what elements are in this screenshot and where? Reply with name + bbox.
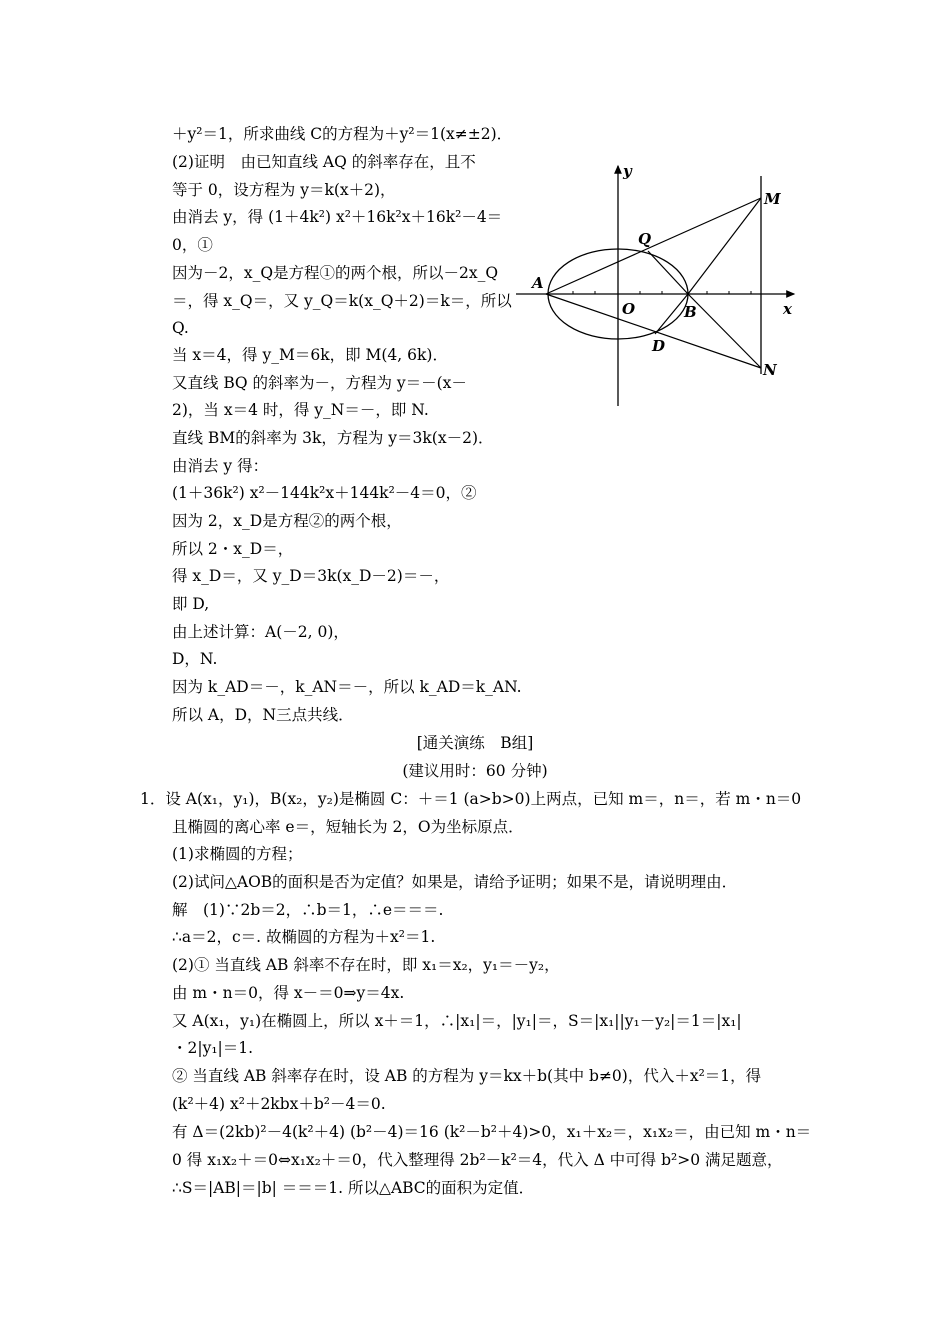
text-line: 且椭圆的离心率 e＝，短轴长为 2，O为坐标原点． (172, 818, 524, 836)
text-line: 因为－2，x_Q是方程①的两个根，所以－2x_Q (172, 264, 499, 282)
text-line: 1．设 A(x₁，y₁)，B(x₂，y₂)是椭圆 C：＋＝1 (a>b>0)上两点，已知 m＝，n＝，若 m・n＝0 (140, 790, 802, 808)
text-line: (k²＋4) x²＋2kbx＋b²－4＝0. (172, 1095, 386, 1113)
label-N: N (763, 361, 777, 379)
text-line: ② 当直线 AB 斜率存在时，设 AB 的方程为 y＝kx＋b(其中 b≠0)，代入＋x²＝1，得 (172, 1067, 762, 1085)
section-title: [通关演练 B组] (416, 734, 534, 752)
label-O: O (622, 300, 636, 318)
label-B: B (684, 303, 697, 321)
text-line: 当 x＝4，得 y_M＝6k，即 M(4, 6k)． (172, 346, 448, 364)
label-x: x (783, 300, 792, 318)
text-line: 0，① (172, 236, 213, 254)
text-line: 所以 2・x_D＝， (172, 540, 294, 558)
text-line: ∴a＝2，c＝. 故椭圆的方程为＋x²＝1. (172, 928, 436, 946)
label-y: y (623, 162, 632, 180)
text-line: 0 得 x₁x₂＋＝0⇔x₁x₂＋＝0，代入整理得 2b²－k²＝4，代入 Δ 中可得 b²>0 满足题意， (172, 1151, 783, 1169)
segment-QB (648, 251, 688, 294)
text-line: 有 Δ＝(2kb)²－4(k²＋4) (b²－4)＝16 (k²－b²＋4)>0，x₁＋x₂＝，x₁x₂＝，由已知 m・n＝ (172, 1123, 812, 1141)
text-line: (2)试问△AOB的面积是否为定值？如果是，请给予证明；如果不是，请说明理由． (172, 873, 738, 891)
text-line: 因为 k_AD＝－，k_AN＝－，所以 k_AD＝k_AN. (172, 678, 522, 696)
text-line: 2)，当 x＝4 时，得 y_N＝－，即 N. (172, 401, 429, 419)
text-line: ＝，得 x_Q＝，又 y_Q＝k(x_Q＋2)＝k＝，所以 (172, 292, 512, 310)
ellipse-figure (512, 160, 802, 410)
text-line: 即 D, (172, 595, 210, 613)
text-line: 因为 2，x_D是方程②的两个根， (172, 512, 402, 530)
text-line: (2)① 当直线 AB 斜率不存在时，即 x₁＝x₂，y₁＝－y₂， (172, 956, 560, 974)
text-line: ∴S＝|AB|＝|b| ＝＝＝1. 所以△ABC的面积为定值． (172, 1179, 535, 1197)
text-line: (1)求椭圆的方程； (172, 845, 303, 863)
text-line: 得 x_D＝，又 y_D＝3k(x_D－2)＝－， (172, 567, 450, 585)
text-line: 又直线 BQ 的斜率为－，方程为 y＝－(x－ (172, 374, 467, 392)
text-line: D，N. (172, 650, 218, 668)
segment-AM (546, 198, 761, 294)
section-time: (建议用时：60 分钟) (402, 762, 548, 780)
label-Q: Q (638, 230, 652, 248)
text-line: 所以 A，D，N三点共线． (172, 706, 354, 724)
text-line: 又 A(x₁，y₁)在椭圆上，所以 x＋＝1，∴|x₁|＝，|y₁|＝，S＝|x₁||y₁－y₂|＝1＝|x₁| (172, 1012, 742, 1030)
label-A: A (532, 274, 544, 292)
text-line: ＋y²＝1，所求曲线 C的方程为＋y²＝1(x≠±2)． (172, 125, 513, 143)
text-line: 直线 BM的斜率为 3k，方程为 y＝3k(x－2)． (172, 429, 494, 447)
label-D: D (652, 337, 666, 355)
text-line: 由 m・n＝0，得 x－＝0⇒y＝4x. (172, 984, 405, 1002)
text-line: 由消去 y，得 (1＋4k²) x²＋16k²x＋16k²－4＝ (172, 208, 503, 226)
label-M: M (764, 190, 781, 208)
segment-BM (688, 198, 761, 294)
text-line: (2)证明 由已知直线 AQ 的斜率存在，且不 (172, 153, 476, 171)
text-line: 等于 0，设方程为 y＝k(x＋2)， (172, 181, 396, 199)
text-line: 解 (1)∵2b＝2，∴b＝1，∴e＝＝＝. (172, 901, 444, 919)
text-line: 由上述计算：A(－2, 0)， (172, 623, 349, 641)
segment-BN (688, 294, 761, 368)
text-line: ・2|y₁|＝1. (172, 1039, 254, 1057)
text-line: 由消去 y 得： (172, 457, 269, 475)
text-line: (1＋36k²) x²－144k²x＋144k²－4＝0，② (172, 484, 477, 502)
text-line: Q. (172, 319, 189, 337)
